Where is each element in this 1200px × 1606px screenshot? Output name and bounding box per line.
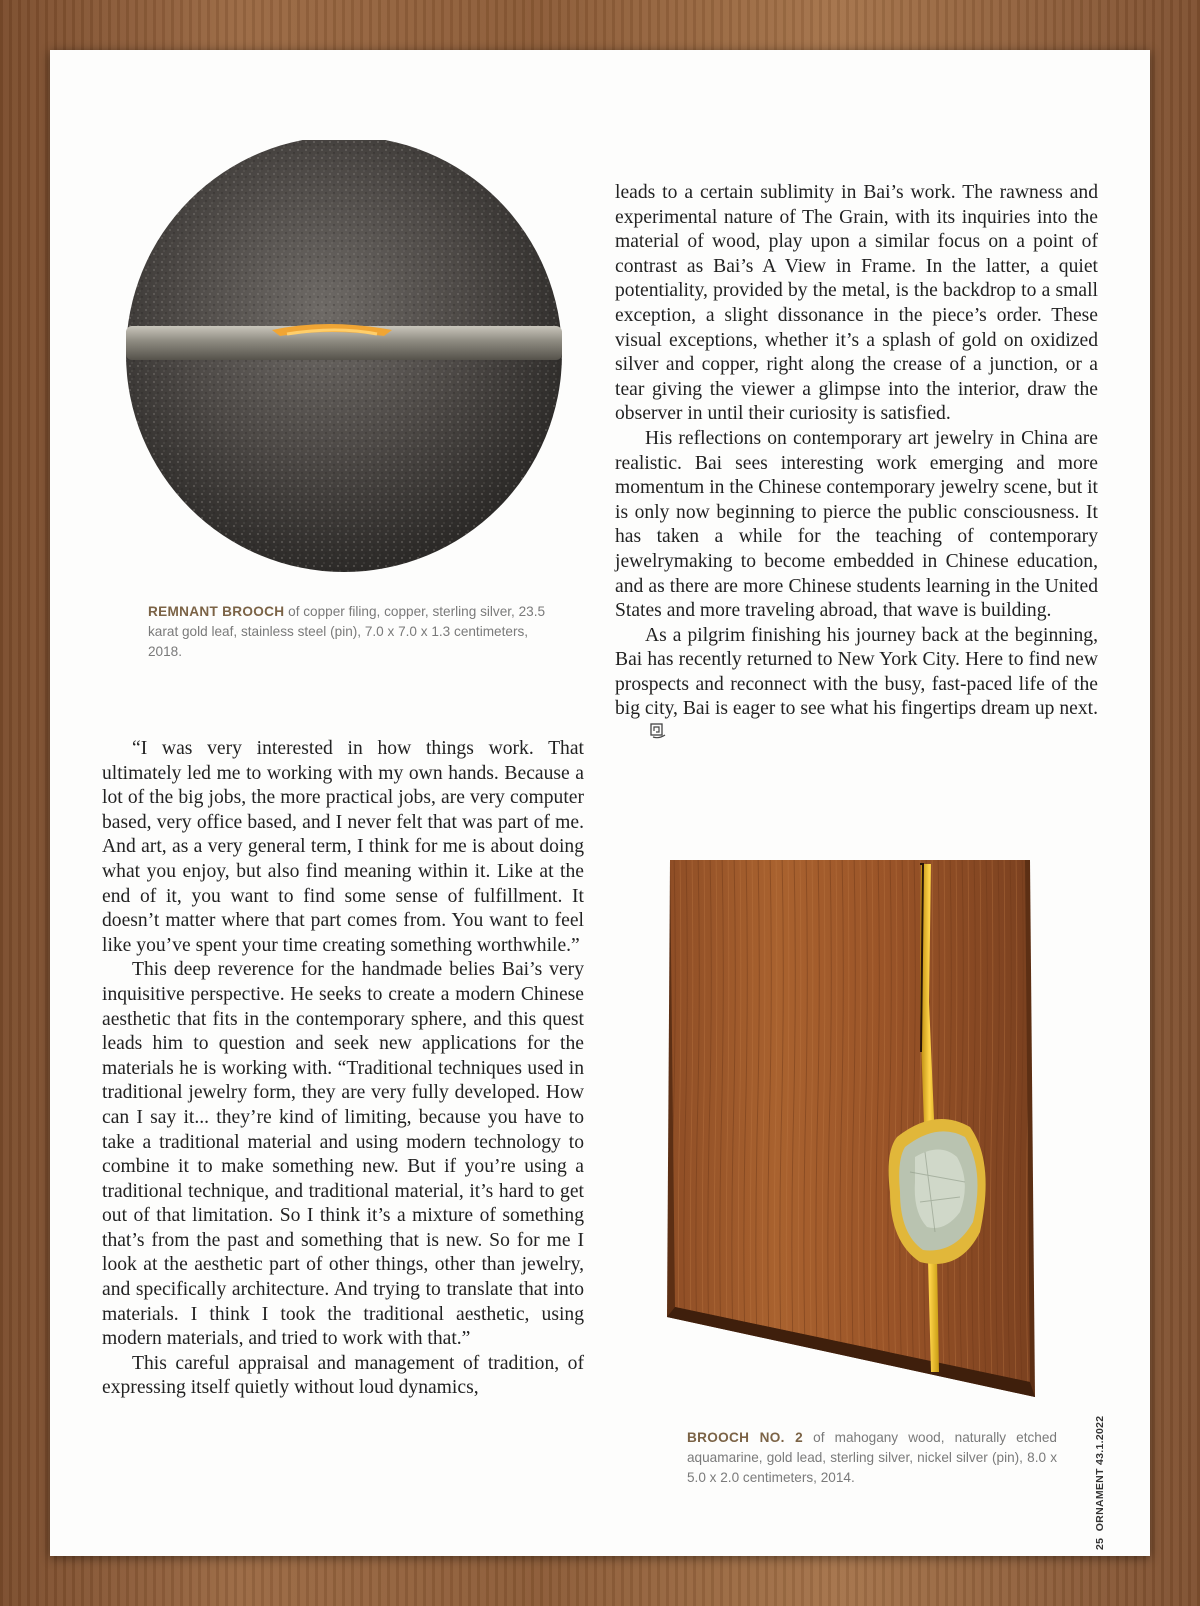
remnant-brooch-photo <box>112 140 572 572</box>
brooch-no-2-caption <box>687 1428 1057 1488</box>
publication-issue: ORNAMENT 43.1.2022 <box>1094 1415 1106 1532</box>
remnant-brooch-caption <box>148 602 548 662</box>
paragraph-final <box>615 624 1098 748</box>
paragraph: This deep reverence for the handmade belies Bai’s very inquisitive perspective. He seeks to create a modern Chinese aesthetic that fits in the contemporary sphere, and this quest leads him to question and seek new applications for the materials he is working with. “Traditional techniques used in traditional jewelry form, they are very fully developed. How can I say it... they’re kind of limiting, because you have to take a traditional material and using modern technology to combine it to make something new. But if you’re using a traditional technique, and traditional material, it’s hard to get out of that limitation. So I think it’s a mixture of something that’s from the past and something that is new. So for me I look at the aesthetic part of other things, other than jewelry, and specifically architecture. And trying to translate that into materials. I think I took the traditional aesthetic, using modern materials, and tried to work with that.” <box>102 959 584 1350</box>
caption-title: REMNANT BROOCH <box>148 604 285 619</box>
article-column-right <box>615 181 1098 748</box>
paragraph: leads to a certain sublimity in Bai’s work. The rawness and experimental nature of The Grain, with its inquiries into the material of wood, play upon a similar focus on a point of contrast as Bai’s A View in Frame. In the latter, a quiet potentiality, provided by the metal, is the backdrop to a small exception, a slight dissonance in the piece’s order. These visual exceptions, whether it’s a splash of gold on oxidized silver and copper, right along the crease of a junction, or a tear giving the viewer a glimpse into the interior, draw the observer in until their curiosity is satisfied. <box>615 182 1098 425</box>
caption-text: of copper filing, copper, sterling silver, 23.5 karat gold leaf, stainless steel (pin), 7.0 x 7.0 x 1.3 centimeters, 2018. <box>148 604 546 659</box>
ornament-end-mark-icon <box>619 722 667 748</box>
article-column-left <box>102 737 584 1401</box>
caption-text: of mahogany wood, naturally etched aquamarine, gold lead, sterling silver, nickel silver (pin), 8.0 x 5.0 x 2.0 centimeters, 2014. <box>687 1430 1057 1485</box>
paragraph: His reflections on contemporary art jewelry in China are realistic. Bai sees interesting work emerging and more momentum in the Chinese contemporary jewelry scene, but it is only now beginning to pierce the public consciousness. It has taken a while for the teaching of contemporary jewelrymaking to become embedded in Chinese education, and as there are more Chinese students learning in the United States and more traveling abroad, that wave is building. <box>615 427 1098 622</box>
folio <box>1088 1415 1112 1550</box>
page-number: 25 <box>1094 1537 1106 1550</box>
magazine-page <box>50 50 1150 1556</box>
mahogany-brooch-photo <box>635 852 1070 1422</box>
paragraph-text: As a pilgrim finishing his journey back at the beginning, Bai has recently returned to New York City. Here to find new prospects and reconnect with the busy, fast-paced life of the big city, Bai is eager to see what his fingertips dream up next. <box>615 624 1099 720</box>
caption-title: BROOCH NO. 2 <box>687 1430 804 1445</box>
folio-text <box>1088 1415 1112 1550</box>
paragraph: “I was very interested in how things work. That ultimately led me to working with my own hands. Because a lot of the big jobs, the more practical jobs, are very computer based, very office based, and I never felt that was part of me. And art, as a very general term, I think for me is about doing what you enjoy, but also find meaning within it. Like at the end of it, you want to find some sense of fulfillment. It doesn’t matter where that part comes from. You want to feel like you’ve spent your time creating something worthwhile.” <box>102 738 584 956</box>
paragraph: This careful appraisal and management of tradition, of expressing itself quietly without loud dynamics, <box>102 1352 584 1399</box>
